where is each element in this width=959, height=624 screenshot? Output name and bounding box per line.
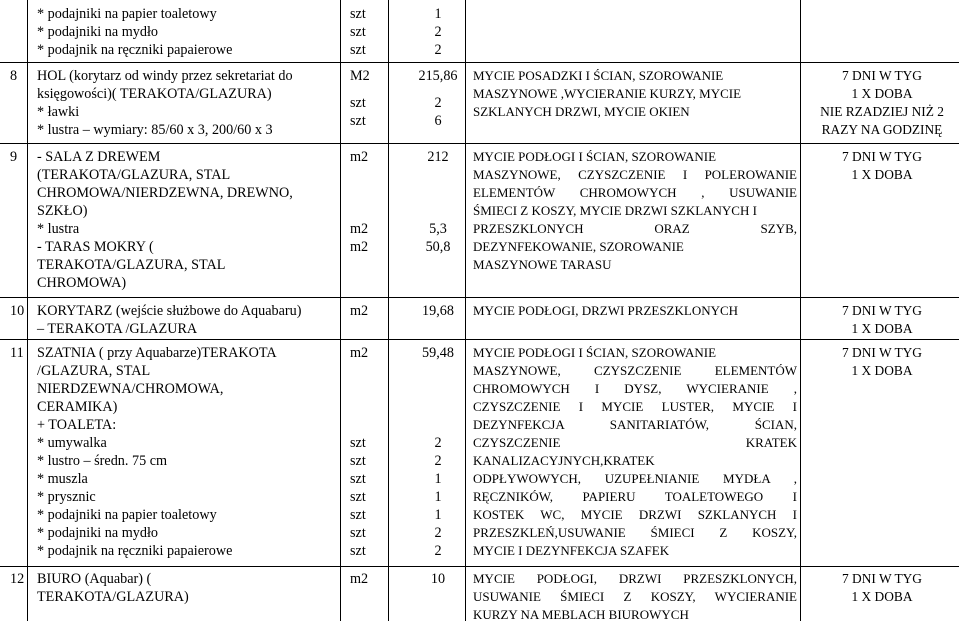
work-line: CZYSZCZENIE KRATEK [473,435,797,450]
frequency-line: 7 DNI W TYG [842,345,922,360]
work-line: DEZYNFEKCJA SANITARIATÓW, ŚCIAN, [473,417,797,432]
frequency-line: 1 X DOBA [851,363,913,378]
work-line: CZYSZCZENIE I MYCIE LUSTER, MYCIE I [473,399,797,414]
work-line: SZKLANYCH DRZWI, MYCIE OKIEN [473,104,690,119]
frequency-line: 7 DNI W TYG [842,68,922,83]
quantity-value: 215,86 [418,68,458,84]
item-line: /GLAZURA, STAL [37,363,151,379]
work-line: KOSTEK WC, MYCIE DRZWI SZKLANYCH I [473,507,797,522]
row8-work-scope [473,67,797,121]
row-divider [0,297,959,298]
item-line: BIURO (Aquabar) ( [37,571,152,587]
row9-frequency [808,148,956,184]
item-line: * podajniki na papier toaletowy [37,6,217,22]
item-line: - SALA Z DREWEM [37,149,161,165]
quantity-value: 59,48 [422,345,454,361]
work-line: CHROMOWYCH I DYSZ, WYCIERANIE , [473,381,797,396]
row8-quantities [398,67,478,130]
work-line: PRZESZKLONYCH ORAZ SZYB, [473,221,797,236]
quantity-value: 212 [427,149,449,165]
frequency-line: RAZY NA GODZINĘ [821,122,943,137]
frequency-line: 1 X DOBA [851,167,913,182]
unit-value: m2 [350,221,369,237]
quantity-value: 6 [434,113,442,129]
unit-value: szt [350,543,366,559]
item-line: SZKŁO) [37,203,88,219]
item-line: TERAKOTA/GLAZURA) [37,589,189,605]
work-line: MASZYNOWE TARASU [473,257,612,272]
quantity-value: 2 [434,24,442,40]
item-line: księgowości)( TERAKOTA/GLAZURA) [37,86,272,102]
row9-work-scope [473,148,797,274]
work-line: USUWANIE ŚMIECI Z KOSZY, WYCIERANIE [473,589,797,604]
quantity-value: 2 [434,453,442,469]
column-divider [800,0,801,621]
item-line: (TERAKOTA/GLAZURA, STAL [37,167,231,183]
frequency-line: 1 X DOBA [851,321,913,336]
quantity-value: 2 [434,543,442,559]
work-line: ODPŁYWOWYCH, UZUPEŁNIANIE MYDŁA , [473,471,797,486]
work-line: MASZYNOWE, CZYSZCZENIE I POLEROWANIE [473,167,797,182]
row-number: 12 [10,571,25,587]
work-line: PRZESZKLEŃ,USUWANIE ŚMIECI Z KOSZY, [473,525,797,540]
work-line: MYCIE I DEZYNFEKCJA SZAFEK [473,543,670,558]
top-units [350,5,390,59]
item-line: KORYTARZ (wejście służbowe do Aquabaru) [37,303,302,319]
item-line: * lustra – wymiary: 85/60 x 3, 200/60 x 3 [37,122,273,138]
item-line: SZATNIA ( przy Aquabarze)TERAKOTA [37,345,277,361]
work-line: MYCIE PODŁOGI I ŚCIAN, SZOROWANIE [473,149,717,164]
row11-description [37,344,337,560]
row11-quantities [398,434,478,560]
row10-description [37,302,337,338]
row-divider [0,62,959,63]
unit-value: szt [350,525,366,541]
row11-units [350,434,390,560]
row8-description [37,67,337,139]
row12-work-scope [473,570,797,624]
item-line: * podajnik na ręczniki papaierowe [37,42,233,58]
row10-work-scope [473,302,797,320]
item-line: TERAKOTA/GLAZURA, STAL [37,257,226,273]
unit-value: szt [350,6,366,22]
frequency-line: NIE RZADZIEJ NIŻ 2 [820,104,944,119]
quantity-value: 1 [434,507,442,523]
frequency-line: 7 DNI W TYG [842,149,922,164]
quantity-value: 1 [434,6,442,22]
frequency-line: 1 X DOBA [851,86,913,101]
unit-value: szt [350,507,366,523]
item-line: CERAMIKA) [37,399,118,415]
work-line: ELEMENTÓW CHROMOWYCH , USUWANIE [473,185,797,200]
work-line: MYCIE POSADZKI I ŚCIAN, SZOROWANIE [473,68,724,83]
row11-work-scope [473,344,797,560]
row8-frequency [808,67,956,139]
work-line: MYCIE PODŁOGI I ŚCIAN, SZOROWANIE [473,345,717,360]
work-line: ŚMIECI Z KOSZY, MYCIE DRZWI SZKLANYCH I [473,203,757,218]
frequency-line: 7 DNI W TYG [842,303,922,318]
unit-value: m2 [350,239,369,255]
work-line: DEZYNFEKOWANIE, SZOROWANIE [473,239,684,254]
row-divider [0,566,959,567]
top-quantities [398,5,478,59]
item-line: * podajniki na mydło [37,24,158,40]
item-line: * podajniki na papier toaletowy [37,507,217,523]
row10-frequency [808,302,956,338]
item-line: - TARAS MOKRY ( [37,239,154,255]
quantity-value: 10 [430,571,446,587]
frequency-line: 7 DNI W TYG [842,571,922,586]
unit-value: szt [350,42,366,58]
work-line: MYCIE PODŁOGI, DRZWI PRZESZKLONYCH, [473,571,797,586]
row-divider [0,339,959,340]
quantity-value: 5,3 [429,221,447,237]
quantity-value: 2 [434,435,442,451]
quantity-value: 1 [434,489,442,505]
item-line: * podajniki na mydło [37,525,158,541]
item-line: * ławki [37,104,80,120]
unit-value: szt [350,489,366,505]
work-line: MASZYNOWE ,WYCIERANIE KURZY, MYCIE [473,86,742,101]
unit-value: szt [350,113,366,129]
row-number: 11 [10,345,24,361]
unit-value: M2 [350,68,370,84]
unit-value: szt [350,453,366,469]
row9-description [37,148,337,292]
item-line: * podajnik na ręczniki papaierowe [37,543,233,559]
quantity-value: 1 [434,471,442,487]
quantity-value: 2 [434,95,442,111]
item-line: * prysznic [37,489,96,505]
quantity-value: 50,8 [425,239,451,255]
item-line: * lustro – średn. 75 cm [37,453,168,469]
unit-value: szt [350,24,366,40]
unit-value: szt [350,95,366,111]
item-line: CHROMOWA) [37,275,127,291]
unit-value: m2 [350,303,369,319]
item-line: * umywalka [37,435,107,451]
work-line: KANALIZACYJNYCH,KRATEK [473,453,655,468]
row-number: 8 [10,68,18,84]
quantity-value: 2 [434,42,442,58]
unit-value: m2 [350,149,369,165]
work-line: KURZY NA MEBLACH BIUROWYCH [473,607,689,622]
row12-description [37,570,337,606]
item-line: + TOALETA: [37,417,117,433]
item-line: HOL (korytarz od windy przez sekretariat do [37,68,293,84]
unit-value: m2 [350,571,369,587]
row11-frequency [808,344,956,380]
item-line: * muszla [37,471,88,487]
item-line: * lustra [37,221,80,237]
quantity-value: 2 [434,525,442,541]
column-divider [340,0,341,621]
work-line: RĘCZNIKÓW, PAPIERU TOALETOWEGO I [473,489,797,504]
unit-value: m2 [350,345,369,361]
column-divider [27,0,28,621]
item-line: NIERDZEWNA/CHROMOWA, [37,381,224,397]
item-line: CHROMOWA/NIERDZEWNA, DREWNO, [37,185,293,201]
unit-value: szt [350,435,366,451]
work-line: MASZYNOWE, CZYSZCZENIE ELEMENTÓW [473,363,797,378]
row-number: 9 [10,149,18,165]
row-divider [0,143,959,144]
row12-frequency [808,570,956,606]
item-line: – TERAKOTA /GLAZURA [37,321,198,337]
frequency-line: 1 X DOBA [851,589,913,604]
row-number: 10 [10,303,25,319]
work-line: MYCIE PODŁOGI, DRZWI PRZESZKLONYCH [473,303,739,318]
unit-value: szt [350,471,366,487]
row8-units [350,67,390,130]
top-description [37,5,337,59]
quantity-value: 19,68 [422,303,454,319]
